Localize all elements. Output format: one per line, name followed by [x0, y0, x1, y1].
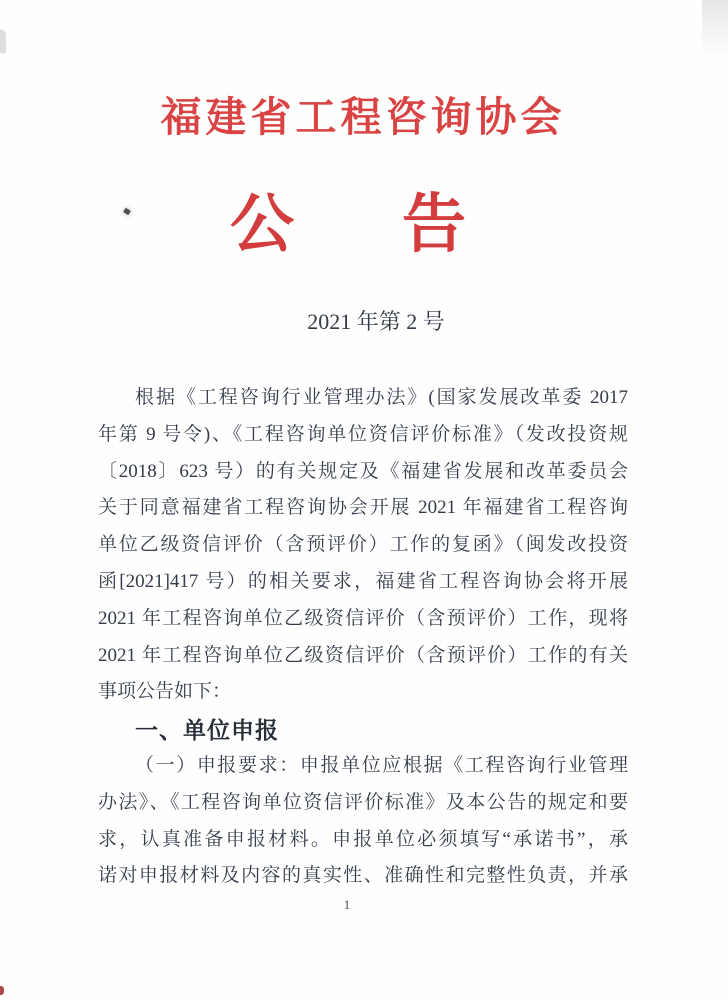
organization-title: 福建省工程咨询协会: [160, 94, 566, 140]
paragraph-1: [98, 380, 628, 711]
body-line: 函[2021]417 号）的相关要求，福建省工程咨询协会将开展: [98, 570, 628, 592]
body-line: 事项公告如下：: [98, 681, 232, 703]
body-line: 根据《工程咨询行业管理办法》(国家发展改革委 2017: [135, 387, 628, 408]
scan-speck: [0, 986, 4, 995]
scan-mark: [0, 29, 6, 55]
body-line: 诺对申报材料及内容的真实性、准确性和完整性负责，并承: [98, 865, 628, 887]
body-line: 办法》、《工程咨询单位资信评价标准》及本公告的规定和要: [98, 791, 628, 813]
body-line: 2021 年工程咨询单位乙级资信评价（含预评价）工作的有关: [98, 644, 628, 666]
section-heading-unit-application: 一、单位申报: [135, 717, 279, 743]
announcement-title: [83, 189, 613, 260]
body-line: （一）申报要求：申报单位应根据《工程咨询行业管理: [135, 755, 628, 776]
page-number: 1: [343, 897, 351, 912]
body-line: 〔2018〕623 号）的有关规定及《福建省发展和改革委员会: [98, 460, 628, 482]
announcement-title-char: 告: [402, 189, 466, 260]
paragraph-2: [98, 748, 628, 895]
body-line: 关于同意福建省工程咨询协会开展 2021 年福建省工程咨询: [98, 497, 628, 519]
body-line: 2021 年工程咨询单位乙级资信评价（含预评价）工作，现将: [98, 607, 628, 629]
document-number: 2021 年第 2 号: [307, 309, 445, 334]
body-line: 求，认真准备申报材料。申报单位必须填写“承诺书”，承: [98, 828, 628, 850]
scan-smudge: [702, 0, 728, 58]
body-line: 单位乙级资信评价（含预评价）工作的复函》（闽发改投资: [98, 534, 628, 556]
body-line: 年第 9 号令)、《工程咨询单位资信评价标准》（发改投资规: [98, 423, 628, 445]
document-content: [98, 0, 628, 1000]
announcement-title-char: 公: [230, 189, 294, 260]
